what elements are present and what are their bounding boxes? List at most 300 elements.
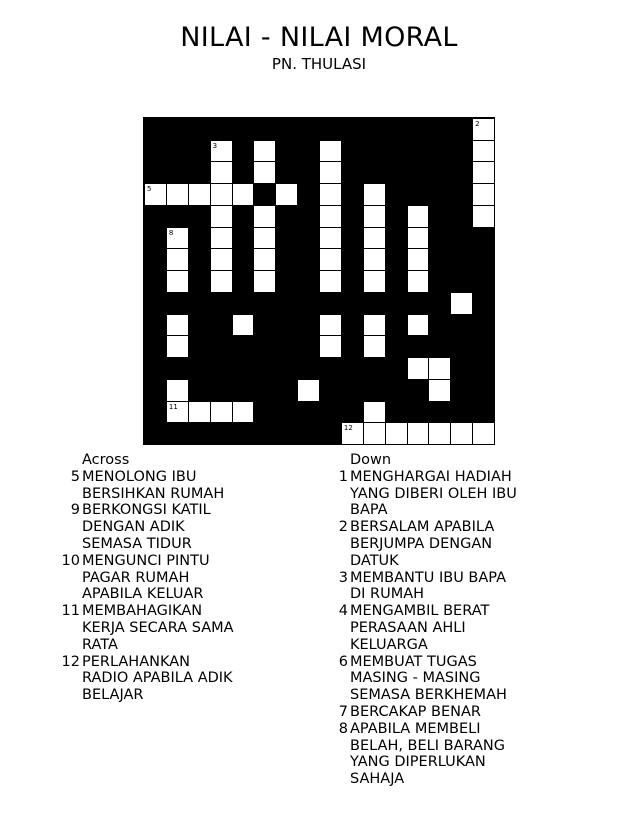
crossword-block-cell bbox=[341, 183, 364, 206]
clue-text-line: MENGAMBIL BERAT bbox=[350, 603, 490, 620]
clue-number-label: 5 bbox=[147, 185, 152, 194]
crossword-block-cell bbox=[428, 161, 451, 184]
crossword-block-cell bbox=[407, 118, 430, 141]
crossword-block-cell bbox=[319, 357, 342, 380]
crossword-block-cell bbox=[319, 292, 342, 315]
clue-text-line: MEMBANTU IBU BAPA bbox=[350, 569, 507, 586]
crossword-block-cell bbox=[144, 248, 167, 271]
crossword-block-cell bbox=[297, 335, 320, 358]
crossword-block-cell bbox=[188, 335, 211, 358]
crossword-answer-cell[interactable] bbox=[166, 248, 189, 271]
crossword-answer-cell[interactable] bbox=[232, 314, 255, 337]
crossword-block-cell bbox=[166, 161, 189, 184]
crossword-block-cell bbox=[144, 379, 167, 402]
crossword-answer-cell[interactable] bbox=[319, 314, 342, 337]
crossword-answer-cell[interactable] bbox=[210, 205, 233, 228]
crossword-block-cell bbox=[188, 140, 211, 163]
crossword-block-cell bbox=[472, 357, 495, 380]
puzzle-author: PN. THULASI bbox=[271, 55, 367, 73]
crossword-answer-cell[interactable] bbox=[253, 140, 276, 163]
crossword-block-cell bbox=[428, 140, 451, 163]
crossword-block-cell bbox=[363, 357, 386, 380]
crossword-block-cell bbox=[275, 401, 298, 424]
crossword-block-cell bbox=[319, 379, 342, 402]
crossword-block-cell bbox=[166, 357, 189, 380]
crossword-block-cell bbox=[341, 205, 364, 228]
crossword-answer-cell[interactable] bbox=[363, 401, 386, 424]
clue-text-line: BERJUMPA DENGAN bbox=[350, 535, 493, 552]
crossword-block-cell bbox=[188, 227, 211, 250]
crossword-answer-cell[interactable] bbox=[210, 227, 233, 250]
clue-text-line: SEMASA TIDUR bbox=[82, 535, 192, 552]
crossword-answer-cell[interactable] bbox=[232, 183, 255, 206]
clue-text-line: BERSIHKAN RUMAH bbox=[82, 485, 225, 502]
crossword-answer-cell[interactable] bbox=[407, 227, 430, 250]
crossword-block-cell bbox=[188, 161, 211, 184]
crossword-block-cell bbox=[188, 270, 211, 293]
crossword-block-cell bbox=[450, 161, 473, 184]
crossword-block-cell bbox=[363, 292, 386, 315]
crossword-block-cell bbox=[450, 335, 473, 358]
clue-text-line: PAGAR RUMAH bbox=[82, 569, 190, 586]
crossword-answer-cell[interactable] bbox=[363, 335, 386, 358]
crossword-block-cell bbox=[407, 161, 430, 184]
crossword-block-cell bbox=[385, 401, 408, 424]
crossword-block-cell bbox=[188, 118, 211, 141]
crossword-answer-cell[interactable] bbox=[407, 422, 430, 445]
crossword-answer-cell[interactable] bbox=[253, 161, 276, 184]
clue-number: 8 bbox=[338, 720, 348, 737]
crossword-block-cell bbox=[188, 422, 211, 445]
crossword-answer-cell[interactable] bbox=[166, 183, 189, 206]
crossword-answer-cell[interactable] bbox=[319, 270, 342, 293]
clue-text-line: DENGAN ADIK bbox=[82, 519, 185, 536]
crossword-block-cell bbox=[232, 270, 255, 293]
clue-number: 9 bbox=[70, 502, 80, 519]
across-heading: Across bbox=[82, 452, 130, 468]
crossword-answer-cell[interactable] bbox=[297, 379, 320, 402]
crossword-block-cell bbox=[450, 379, 473, 402]
crossword-answer-cell[interactable] bbox=[253, 205, 276, 228]
clue-text-line: BELAJAR bbox=[82, 687, 144, 704]
crossword-block-cell bbox=[297, 227, 320, 250]
crossword-block-cell bbox=[275, 422, 298, 445]
crossword-answer-cell[interactable] bbox=[472, 422, 495, 445]
crossword-answer-cell[interactable] bbox=[319, 161, 342, 184]
clue-text-line: DI RUMAH bbox=[350, 586, 425, 603]
crossword-block-cell bbox=[385, 314, 408, 337]
crossword-answer-cell[interactable] bbox=[210, 248, 233, 271]
crossword-block-cell bbox=[450, 248, 473, 271]
crossword-block-cell bbox=[450, 183, 473, 206]
clue-text-line: APABILA KELUAR bbox=[82, 586, 204, 603]
crossword-block-cell bbox=[319, 118, 342, 141]
clue-text-line: BERKONGSI KATIL bbox=[82, 502, 211, 519]
crossword-block-cell bbox=[385, 118, 408, 141]
crossword-block-cell bbox=[472, 227, 495, 250]
crossword-answer-cell[interactable] bbox=[363, 422, 386, 445]
crossword-block-cell bbox=[428, 314, 451, 337]
crossword-block-cell bbox=[297, 357, 320, 380]
crossword-answer-cell[interactable] bbox=[450, 292, 473, 315]
crossword-block-cell bbox=[232, 292, 255, 315]
crossword-block-cell bbox=[253, 422, 276, 445]
crossword-answer-cell[interactable] bbox=[363, 248, 386, 271]
crossword-block-cell bbox=[341, 401, 364, 424]
crossword-block-cell bbox=[472, 270, 495, 293]
clue-text-line: KERJA SECARA SAMA bbox=[82, 619, 234, 636]
crossword-block-cell bbox=[144, 292, 167, 315]
crossword-answer-cell[interactable] bbox=[428, 379, 451, 402]
crossword-block-cell bbox=[253, 118, 276, 141]
crossword-answer-cell[interactable] bbox=[319, 335, 342, 358]
crossword-block-cell bbox=[144, 140, 167, 163]
crossword-block-cell bbox=[253, 183, 276, 206]
crossword-block-cell bbox=[297, 183, 320, 206]
crossword-block-cell bbox=[232, 335, 255, 358]
crossword-block-cell bbox=[472, 314, 495, 337]
crossword-block-cell bbox=[232, 205, 255, 228]
crossword-answer-cell[interactable] bbox=[253, 227, 276, 250]
crossword-block-cell bbox=[297, 140, 320, 163]
crossword-block-cell bbox=[363, 379, 386, 402]
clue-number-label: 10 bbox=[147, 359, 156, 368]
crossword-block-cell bbox=[472, 335, 495, 358]
clue-number: 12 bbox=[61, 653, 80, 670]
crossword-block-cell bbox=[450, 357, 473, 380]
crossword-block-cell bbox=[450, 314, 473, 337]
clue-text-line: SEMASA BERKHEMAH bbox=[350, 687, 507, 704]
puzzle-title: NILAI - NILAI MORAL bbox=[180, 22, 458, 53]
crossword-answer-cell[interactable] bbox=[319, 183, 342, 206]
crossword-answer-cell[interactable] bbox=[275, 183, 298, 206]
crossword-block-cell bbox=[341, 292, 364, 315]
crossword-block-cell bbox=[428, 248, 451, 271]
crossword-answer-cell[interactable] bbox=[472, 205, 495, 228]
clue-number: 10 bbox=[61, 552, 80, 569]
crossword-answer-cell[interactable] bbox=[210, 401, 233, 424]
crossword-block-cell bbox=[144, 161, 167, 184]
crossword-grid bbox=[143, 117, 495, 445]
crossword-block-cell bbox=[341, 248, 364, 271]
clue-text-line: DATUK bbox=[350, 552, 399, 569]
crossword-answer-cell[interactable] bbox=[253, 248, 276, 271]
crossword-answer-cell[interactable] bbox=[319, 227, 342, 250]
clue-number-label: 6 bbox=[387, 185, 393, 194]
clue-text-line: YANG DIBERI OLEH IBU bbox=[350, 485, 517, 502]
down-heading: Down bbox=[350, 452, 392, 468]
crossword-answer-cell[interactable] bbox=[428, 357, 451, 380]
crossword-block-cell bbox=[166, 140, 189, 163]
crossword-answer-cell[interactable] bbox=[188, 183, 211, 206]
clue-text-line: PERLAHANKAN bbox=[82, 653, 190, 670]
clue-number-label: 7 bbox=[431, 206, 436, 215]
crossword-block-cell bbox=[363, 161, 386, 184]
crossword-block-cell bbox=[232, 248, 255, 271]
crossword-block-cell bbox=[341, 161, 364, 184]
crossword-block-cell bbox=[297, 270, 320, 293]
crossword-answer-cell[interactable] bbox=[166, 227, 189, 250]
crossword-answer-cell[interactable] bbox=[363, 205, 386, 228]
clue-text-line: BAPA bbox=[350, 502, 388, 519]
crossword-answer-cell[interactable] bbox=[407, 314, 430, 337]
crossword-answer-cell[interactable] bbox=[385, 422, 408, 445]
crossword-answer-cell[interactable] bbox=[472, 161, 495, 184]
crossword-block-cell bbox=[341, 357, 364, 380]
crossword-block-cell bbox=[253, 401, 276, 424]
crossword-block-cell bbox=[363, 118, 386, 141]
crossword-block-cell bbox=[341, 227, 364, 250]
crossword-answer-cell[interactable] bbox=[363, 227, 386, 250]
crossword-block-cell bbox=[188, 314, 211, 337]
clue-text-line: BERCAKAP BENAR bbox=[350, 704, 481, 720]
crossword-block-cell bbox=[428, 205, 451, 228]
crossword-block-cell bbox=[275, 335, 298, 358]
crossword-answer-cell[interactable] bbox=[472, 140, 495, 163]
crossword-answer-cell[interactable] bbox=[319, 205, 342, 228]
crossword-answer-cell[interactable] bbox=[144, 183, 167, 206]
clue-number-label: 4 bbox=[278, 141, 283, 150]
crossword-answer-cell[interactable] bbox=[428, 422, 451, 445]
crossword-answer-cell[interactable] bbox=[363, 270, 386, 293]
clue-text-line: BELAH, BELI BARANG bbox=[350, 737, 505, 754]
crossword-block-cell bbox=[428, 118, 451, 141]
crossword-block-cell bbox=[385, 270, 408, 293]
crossword-answer-cell[interactable] bbox=[188, 401, 211, 424]
crossword-block-cell bbox=[297, 248, 320, 271]
clue-number: 4 bbox=[338, 603, 348, 620]
crossword-block-cell bbox=[385, 227, 408, 250]
crossword-block-cell bbox=[253, 292, 276, 315]
crossword-block-cell bbox=[407, 401, 430, 424]
crossword-block-cell bbox=[428, 270, 451, 293]
crossword-block-cell bbox=[341, 379, 364, 402]
crossword-answer-cell[interactable] bbox=[166, 270, 189, 293]
crossword-block-cell bbox=[144, 422, 167, 445]
crossword-answer-cell[interactable] bbox=[210, 161, 233, 184]
clue-text-line: YANG DIPERLUKAN bbox=[350, 754, 486, 771]
crossword-answer-cell[interactable] bbox=[472, 118, 495, 141]
clue-number: 7 bbox=[338, 704, 348, 720]
crossword-answer-cell[interactable] bbox=[253, 270, 276, 293]
crossword-block-cell bbox=[253, 335, 276, 358]
crossword-block-cell bbox=[407, 140, 430, 163]
clue-text-line: RATA bbox=[82, 636, 118, 653]
crossword-answer-cell[interactable] bbox=[363, 183, 386, 206]
crossword-block-cell bbox=[166, 205, 189, 228]
crossword-block-cell bbox=[210, 292, 233, 315]
crossword-answer-cell[interactable] bbox=[210, 183, 233, 206]
crossword-answer-cell[interactable] bbox=[232, 401, 255, 424]
clue-text-line: APABILA MEMBELI bbox=[350, 720, 481, 737]
crossword-answer-cell[interactable] bbox=[319, 140, 342, 163]
clue-number-label: 8 bbox=[168, 228, 174, 237]
crossword-block-cell bbox=[385, 379, 408, 402]
crossword-block-cell bbox=[385, 335, 408, 358]
crossword-block-cell bbox=[297, 118, 320, 141]
crossword-answer-cell[interactable] bbox=[407, 205, 430, 228]
crossword-block-cell bbox=[166, 422, 189, 445]
crossword-block-cell bbox=[275, 140, 298, 163]
crossword-block-cell bbox=[210, 118, 233, 141]
crossword-block-cell bbox=[253, 314, 276, 337]
crossword-block-cell bbox=[275, 161, 298, 184]
clue-number-label: 2 bbox=[475, 120, 480, 128]
crossword-block-cell bbox=[450, 401, 473, 424]
clue-text-line: MEMBAHAGIKAN bbox=[82, 603, 203, 620]
crossword-block-cell bbox=[341, 314, 364, 337]
crossword-block-cell bbox=[450, 118, 473, 141]
crossword-block-cell bbox=[275, 118, 298, 141]
crossword-block-cell bbox=[253, 357, 276, 380]
crossword-block-cell bbox=[407, 335, 430, 358]
crossword-block-cell bbox=[297, 401, 320, 424]
crossword-block-cell bbox=[341, 335, 364, 358]
crossword-block-cell bbox=[319, 422, 342, 445]
crossword-block-cell bbox=[297, 422, 320, 445]
crossword-block-cell bbox=[166, 292, 189, 315]
crossword-block-cell bbox=[275, 205, 298, 228]
crossword-block-cell bbox=[188, 292, 211, 315]
clue-text-line: SAHAJA bbox=[350, 771, 405, 788]
crossword-block-cell bbox=[232, 379, 255, 402]
crossword-block-cell bbox=[232, 118, 255, 141]
crossword-block-cell bbox=[407, 183, 430, 206]
clue-number: 5 bbox=[70, 468, 80, 485]
crossword-answer-cell[interactable] bbox=[210, 270, 233, 293]
crossword-block-cell bbox=[232, 161, 255, 184]
crossword-block-cell bbox=[210, 422, 233, 445]
crossword-block-cell bbox=[385, 248, 408, 271]
crossword-answer-cell[interactable] bbox=[210, 140, 233, 163]
clue-text-line: BERSALAM APABILA bbox=[350, 519, 495, 536]
clue-number: 2 bbox=[338, 519, 348, 536]
crossword-block-cell bbox=[210, 335, 233, 358]
crossword-block-cell bbox=[363, 140, 386, 163]
crossword-block-cell bbox=[210, 314, 233, 337]
crossword-block-cell bbox=[275, 357, 298, 380]
crossword-block-cell bbox=[407, 292, 430, 315]
clue-number: 11 bbox=[61, 603, 80, 620]
crossword-block-cell bbox=[428, 227, 451, 250]
crossword-block-cell bbox=[450, 205, 473, 228]
crossword-block-cell bbox=[385, 183, 408, 206]
crossword-block-cell bbox=[188, 205, 211, 228]
clue-number-label: 1 bbox=[343, 120, 349, 128]
crossword-block-cell bbox=[472, 401, 495, 424]
crossword-answer-cell[interactable] bbox=[407, 270, 430, 293]
crossword-block-cell bbox=[450, 227, 473, 250]
crossword-answer-cell[interactable] bbox=[341, 422, 364, 445]
crossword-answer-cell[interactable] bbox=[319, 248, 342, 271]
crossword-block-cell bbox=[341, 270, 364, 293]
crossword-answer-cell[interactable] bbox=[166, 401, 189, 424]
crossword-block-cell bbox=[472, 292, 495, 315]
clue-text-line: MENGUNCI PINTU bbox=[82, 552, 210, 569]
crossword-block-cell bbox=[297, 205, 320, 228]
clue-text-line: KELUARGA bbox=[350, 636, 428, 653]
crossword-answer-cell[interactable] bbox=[166, 314, 189, 337]
crossword-block-cell bbox=[210, 379, 233, 402]
crossword-block-cell bbox=[297, 314, 320, 337]
crossword-block-cell bbox=[275, 314, 298, 337]
crossword-block-cell bbox=[428, 335, 451, 358]
crossword-block-cell bbox=[385, 292, 408, 315]
crossword-block-cell bbox=[428, 183, 451, 206]
clue-text-line: PERASAAN AHLI bbox=[350, 619, 466, 636]
crossword-block-cell bbox=[188, 357, 211, 380]
clue-text-line: MEMBUAT TUGAS bbox=[350, 653, 477, 670]
crossword-block-cell bbox=[428, 292, 451, 315]
clue-text-line: RADIO APABILA ADIK bbox=[82, 670, 233, 687]
crossword-answer-cell[interactable] bbox=[472, 183, 495, 206]
crossword-block-cell bbox=[210, 357, 233, 380]
crossword-block-cell bbox=[450, 270, 473, 293]
crossword-block-cell bbox=[144, 314, 167, 337]
crossword-block-cell bbox=[232, 227, 255, 250]
crossword-answer-cell[interactable] bbox=[363, 314, 386, 337]
crossword-block-cell bbox=[385, 161, 408, 184]
clue-text-line: MENOLONG IBU bbox=[82, 468, 197, 485]
crossword-answer-cell[interactable] bbox=[407, 357, 430, 380]
crossword-block-cell bbox=[144, 401, 167, 424]
crossword-block-cell bbox=[385, 357, 408, 380]
crossword-block-cell bbox=[341, 140, 364, 163]
crossword-answer-cell[interactable] bbox=[166, 379, 189, 402]
crossword-block-cell bbox=[144, 118, 167, 141]
crossword-block-cell bbox=[144, 270, 167, 293]
crossword-answer-cell[interactable] bbox=[450, 422, 473, 445]
crossword-answer-cell[interactable] bbox=[166, 335, 189, 358]
crossword-block-cell bbox=[297, 161, 320, 184]
crossword-block-cell bbox=[232, 422, 255, 445]
clue-number-label: 12 bbox=[343, 424, 353, 433]
crossword-block-cell bbox=[166, 118, 189, 141]
crossword-answer-cell[interactable] bbox=[407, 248, 430, 271]
crossword-block-cell bbox=[472, 248, 495, 271]
clue-number: 3 bbox=[338, 569, 348, 586]
crossword-block-cell bbox=[472, 379, 495, 402]
crossword-block-cell bbox=[275, 270, 298, 293]
crossword-block-cell bbox=[450, 140, 473, 163]
clue-number-label: 11 bbox=[168, 402, 178, 411]
crossword-block-cell bbox=[275, 292, 298, 315]
crossword-block-cell bbox=[407, 379, 430, 402]
crossword-block-cell bbox=[297, 292, 320, 315]
clue-number-label: 9 bbox=[147, 293, 152, 302]
crossword-block-cell bbox=[188, 379, 211, 402]
crossword-block-cell bbox=[341, 118, 364, 141]
crossword-block-cell bbox=[385, 205, 408, 228]
clue-text-line: MENGHARGAI HADIAH bbox=[350, 468, 512, 485]
crossword-block-cell bbox=[144, 205, 167, 228]
clue-number: 6 bbox=[338, 653, 348, 670]
crossword-block-cell bbox=[232, 357, 255, 380]
crossword-block-cell bbox=[144, 227, 167, 250]
crossword-block-cell bbox=[428, 401, 451, 424]
crossword-block-cell bbox=[144, 335, 167, 358]
crossword-block-cell bbox=[385, 140, 408, 163]
crossword-block-cell bbox=[144, 357, 167, 380]
crossword-block-cell bbox=[188, 248, 211, 271]
clue-number-label: 3 bbox=[212, 141, 218, 150]
crossword-block-cell bbox=[275, 248, 298, 271]
crossword-block-cell bbox=[319, 401, 342, 424]
crossword-block-cell bbox=[275, 379, 298, 402]
clue-text-line: MASING - MASING bbox=[350, 670, 481, 687]
crossword-block-cell bbox=[253, 379, 276, 402]
crossword-block-cell bbox=[275, 227, 298, 250]
